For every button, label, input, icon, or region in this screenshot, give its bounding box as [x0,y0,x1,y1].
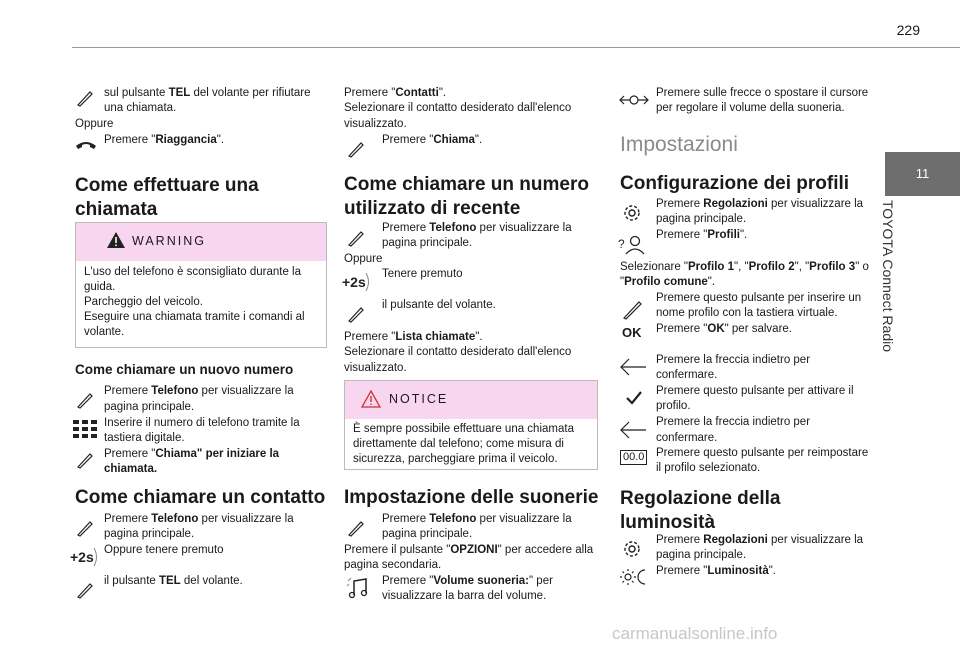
hang-up-icon [74,137,98,151]
warning-header [76,223,326,261]
profili-line: Premere questo pulsante per reimpostare [656,447,869,459]
contatto-line: il pulsante TEL del volante. [104,575,243,587]
music-note-icon [346,577,370,601]
lumin-line: Premere "Luminosità". [656,565,776,577]
suonerie-line: Premere "Volume suoneria:" per [382,575,553,587]
riaggancia-text: Premere "Riaggancia". [104,134,225,146]
notice-title: NOTICE [389,392,449,406]
lumin-line: Premere Regolazioni per visualizzare la [656,534,864,546]
profili-line: il profilo selezionato. [656,462,761,474]
pencil-icon [75,390,95,410]
warning-icon [106,231,126,249]
profili-line: Premere Regolazioni per visualizzare la [656,198,864,210]
svg-text:?: ? [618,237,625,251]
profili-line: nome profilo con la tastiera virtuale. [656,307,838,319]
intro-line-2: una chiamata. [104,102,177,114]
warning-line: L'uso del telefono è sconsigliato durante la [84,266,302,278]
gear-icon [620,201,644,225]
nuovo-line: Premere Telefono per visualizzare la [104,385,294,397]
pencil-icon [346,228,366,248]
chapter-tab [885,152,960,196]
gear-icon [620,537,644,561]
pencil-icon [346,304,366,324]
suonerie-line: pagina secondaria. [344,559,442,571]
heading-luminosita: Regolazione della luminosità [620,488,781,533]
recente-line: visualizzato. [344,362,407,374]
recente-line: Premere "Lista chiamate". [344,331,483,343]
contatto-line: pagina principale. [104,528,195,540]
pencil-icon [75,518,95,538]
warning-line: volante. [84,326,125,338]
ok-icon: OK [622,325,642,340]
keypad-icon [73,419,97,439]
heading-impostazioni: Impostazioni [620,133,738,156]
notice-icon [361,390,381,408]
heading-contatto: Come chiamare un contatto [75,487,326,508]
notice-line: direttamente dal telefono; come misura di [353,438,564,450]
notice-line: sicurezza, parcheggiare prima il veicolo. [353,453,558,465]
pencil-icon [75,88,95,108]
steering-tel-icon [70,545,100,569]
profili-line: Premere questo pulsante per attivare il [656,385,854,397]
arrows-line: per regolare il volume della suoneria. [656,102,845,114]
recente-line: Premere Telefono per visualizzare la [382,222,572,234]
recente-line: Tenere premuto [382,268,463,280]
warning-line: guida. [84,281,116,293]
intro-line-1: sul pulsante TEL del volante per rifiutare [104,87,311,99]
pencil-icon [75,450,95,470]
profili-line: Premere "OK" per salvare. [656,323,792,335]
profile-icon [617,232,647,256]
profili-line: Premere la freccia indietro per [656,416,811,428]
heading-recente: Come chiamare un numero utilizzato di recente [344,174,589,219]
pencil-icon [75,580,95,600]
lumin-line: pagina principale. [656,549,747,561]
nuovo-line: Inserire il numero di telefono tramite la [104,417,300,429]
chapter-side-title: TOYOTA Connect Radio [880,200,896,352]
arrows-line: Premere sulle frecce o spostare il cursore [656,87,869,99]
nuovo-line: Premere "Chiama" per iniziare la [104,448,280,460]
warning-line: Parcheggio del veicolo. [84,296,203,308]
warning-title: WARNING [132,234,206,248]
suonerie-line: Premere Telefono per visualizzare la [382,513,572,525]
chapter-number: 11 [915,166,930,181]
pencil-icon [346,139,366,159]
nuovo-line: tastiera digitale. [104,432,185,444]
nuovo-line: chiamata. [104,463,158,475]
recente-line: Oppure [344,253,383,265]
checkmark-icon [625,390,643,406]
pencil-icon [621,297,645,321]
steering-tel-icon [342,270,372,294]
page-number: 229 [896,22,920,38]
reset-icon: 00.0 [620,450,647,465]
slider-arrows-icon [618,92,650,108]
notice-box [344,380,598,470]
chiama-line: Premere "Chiama". [382,134,483,146]
suonerie-line: visualizzare la barra del volume. [382,590,547,602]
contatto-line: Oppure tenere premuto [104,544,224,556]
suonerie-line: Premere il pulsante "OPZIONI" per accedere alla [344,544,594,556]
svg-text:+2s: +2s [70,549,94,565]
pencil-icon [346,518,366,538]
back-arrow-icon [619,357,647,377]
profili-line: "Profilo comune". [620,276,716,288]
watermark: carmanualsonline.info [612,624,778,643]
notice-header [345,381,597,419]
header-rule [72,47,960,48]
warning-box [75,222,327,348]
recente-line: il pulsante del volante. [382,299,496,311]
profili-line: confermare. [656,432,718,444]
profili-line: Premere questo pulsante per inserire un [656,292,862,304]
contatti-line: visualizzato. [344,118,407,130]
recente-line: Selezionare il contatto desiderato dall'elenco [344,346,572,358]
brightness-icon [619,567,649,587]
contatti-line: Selezionare il contatto desiderato dall'elenco [344,102,572,114]
recente-line: pagina principale. [382,237,473,249]
warning-line: Eseguire una chiamata tramite i comandi al [84,311,305,323]
svg-text:+2s: +2s [342,274,366,290]
oppure-text: Oppure [75,118,114,130]
heading-profili: Configurazione dei profili [620,173,850,194]
contatto-line: Premere Telefono per visualizzare la [104,513,294,525]
back-arrow-icon [619,420,647,440]
suonerie-line: pagina principale. [382,528,473,540]
contatti-line: Premere "Contatti". [344,87,447,99]
notice-line: È sempre possibile effettuare una chiamata [353,423,574,435]
heading-effettuare: Come effettuare una chiamata [75,175,259,220]
profili-line: Premere "Profili". [656,229,748,241]
profili-line: confermare. [656,369,718,381]
heading-suonerie: Impostazione delle suonerie [344,487,599,508]
heading-nuovo-numero: Come chiamare un nuovo numero [75,362,294,377]
profili-line: pagina principale. [656,213,747,225]
profili-line: profilo. [656,400,691,412]
profili-line: Premere la freccia indietro per [656,354,811,366]
nuovo-line: pagina principale. [104,401,195,413]
profili-line: Selezionare "Profilo 1", "Profilo 2", "Profilo 3" o [620,261,869,273]
